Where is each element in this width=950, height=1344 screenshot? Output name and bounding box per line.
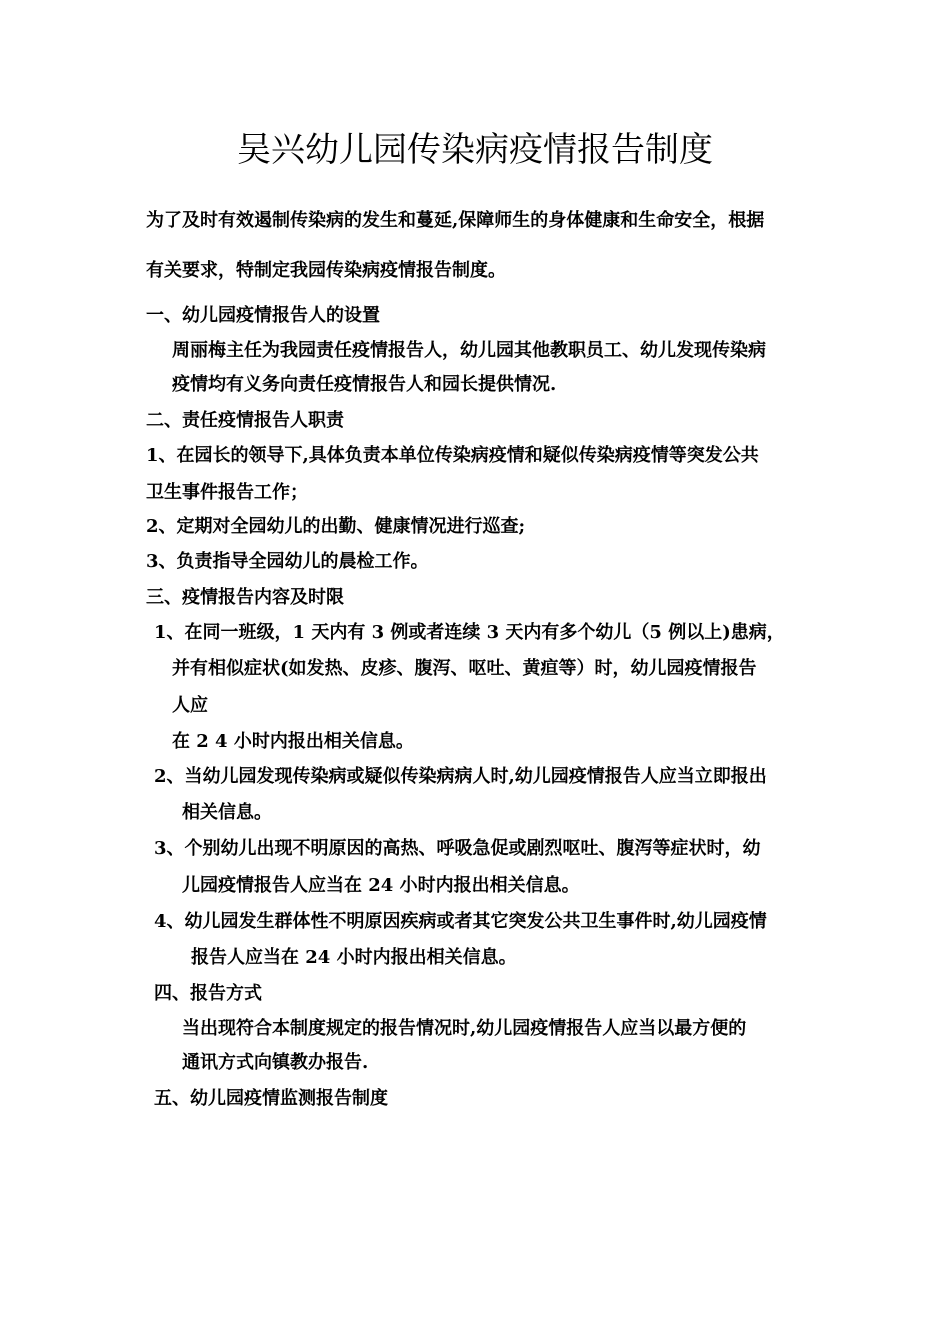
section2-line-4: 3、负责指导全园幼儿的晨检工作。	[146, 551, 429, 572]
document-title: 吴兴幼儿园传染病疫情报告制度	[237, 130, 713, 170]
section2-line-2: 卫生事件报告工作；	[146, 482, 308, 503]
section2-line-1: 1、在园长的领导下,具体负责本单位传染病疫情和疑似传染病疫情等突发公共	[146, 445, 759, 466]
section1-line-2: 疫情均有义务向责任疫情报告人和园长提供情况.	[172, 374, 557, 395]
section2-line-3: 2、定期对全园幼儿的出勤、健康情况进行巡查;	[146, 516, 526, 537]
section3-line-4: 在 2 4 小时内报出相关信息。	[172, 731, 414, 752]
intro-line-1: 为了及时有效遏制传染病的发生和蔓延,保障师生的身体健康和生命安全，根据	[146, 210, 765, 231]
section4-line-2: 通讯方式向镇教办报告.	[182, 1052, 369, 1073]
section3-line-1: 1、在同一班级，1 天内有 3 例或者连续 3 天内有多个幼儿（5 例以上)患病，	[154, 622, 785, 643]
section5-heading: 五、幼儿园疫情监测报告制度	[154, 1088, 388, 1109]
section3-line-9: 4、幼儿园发生群体性不明原因疾病或者其它突发公共卫生事件时,幼儿园疫情	[154, 911, 767, 932]
intro-line-2: 有关要求，特制定我园传染病疫情报告制度。	[146, 260, 506, 281]
section2-heading: 二、责任疫情报告人职责	[146, 410, 344, 431]
section3-line-7: 3、个别幼儿出现不明原因的高热、呼吸急促或剧烈呕吐、腹泻等症状时，幼	[154, 838, 761, 859]
section3-line-10: 报告人应当在 24 小时内报出相关信息。	[191, 947, 517, 968]
section3-line-5: 2、当幼儿园发现传染病或疑似传染病病人时,幼儿园疫情报告人应当立即报出	[154, 766, 767, 787]
section3-line-6: 相关信息。	[182, 802, 272, 823]
section1-line-1: 周丽梅主任为我园责任疫情报告人，幼儿园其他教职员工、幼儿发现传染病	[172, 340, 766, 361]
section1-heading: 一、幼儿园疫情报告人的设置	[146, 305, 380, 326]
section3-heading: 三、疫情报告内容及时限	[146, 587, 344, 608]
section3-line-8: 儿园疫情报告人应当在 24 小时内报出相关信息。	[182, 875, 580, 896]
section3-line-2: 并有相似症状(如发热、皮疹、腹泻、呕吐、黄疸等）时，幼儿园疫情报告	[172, 658, 757, 679]
section4-line-1: 当出现符合本制度规定的报告情况时,幼儿园疫情报告人应当以最方便的	[182, 1018, 747, 1039]
section3-line-3: 人应	[172, 695, 208, 716]
section4-heading: 四、报告方式	[154, 983, 262, 1004]
